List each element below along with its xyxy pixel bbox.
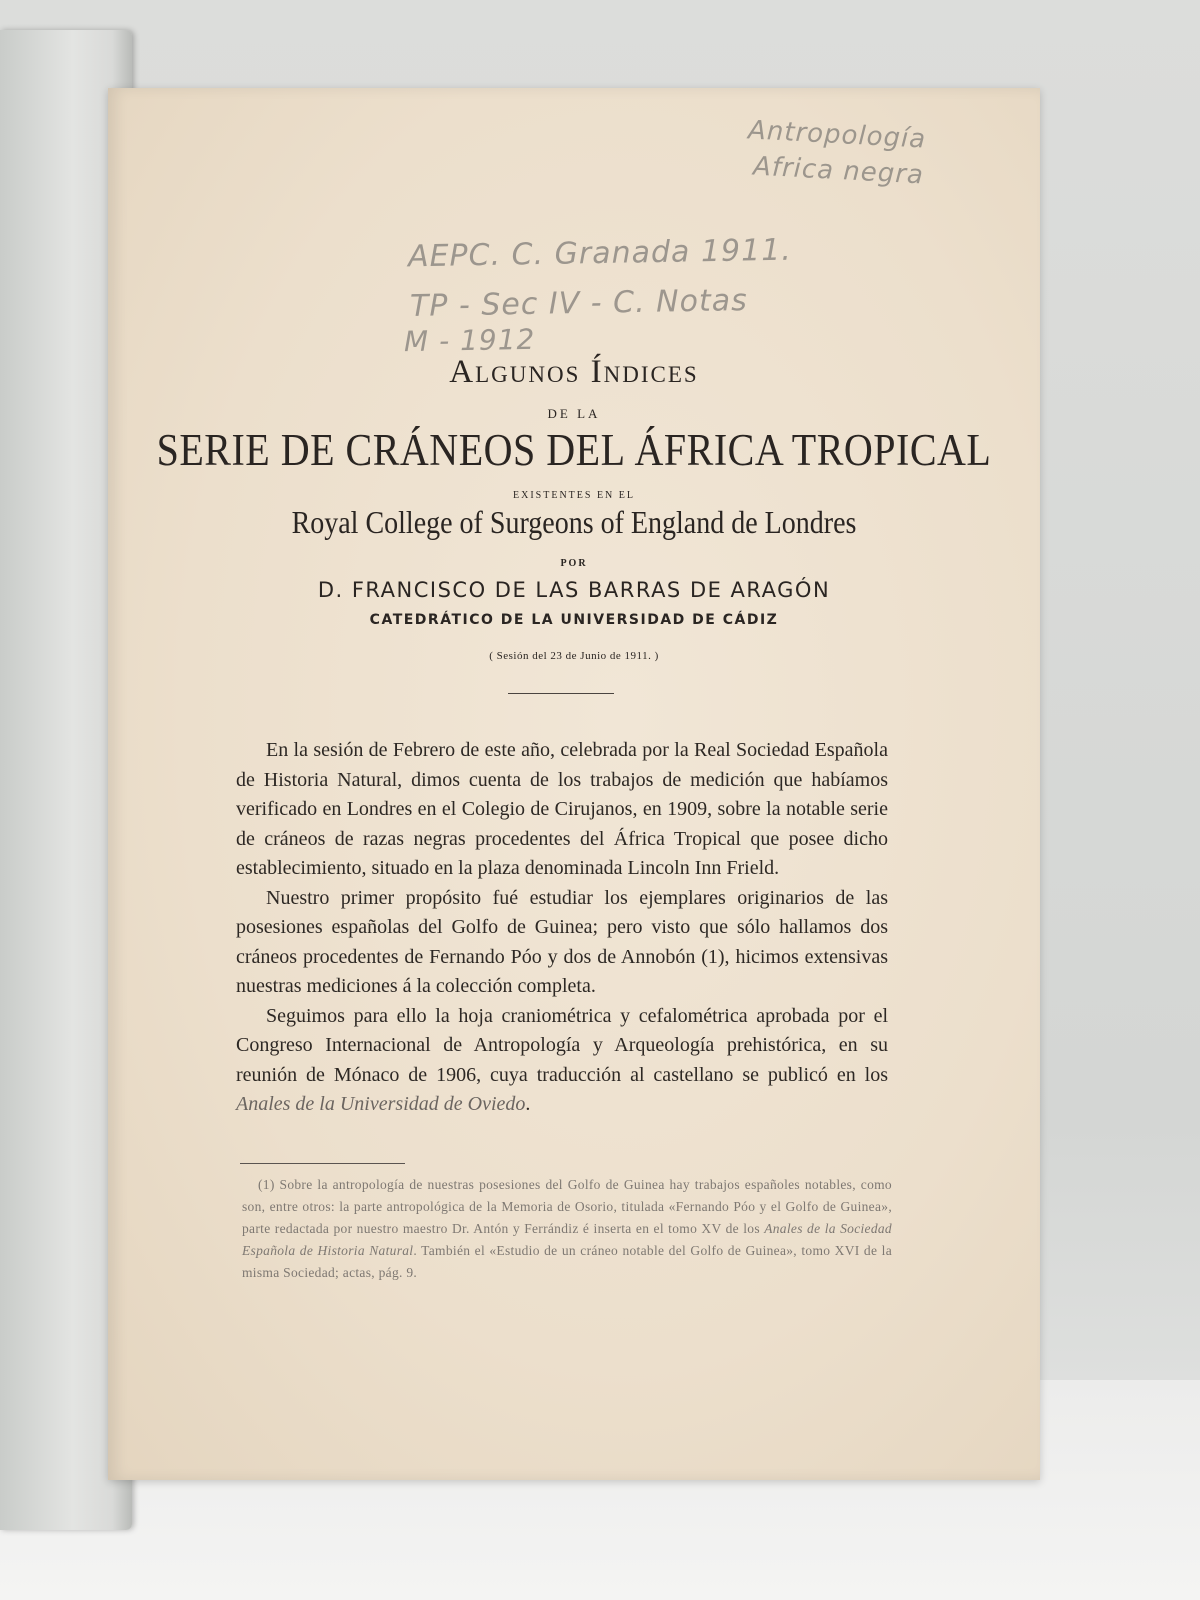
footnote-part1: (1) Sobre la antropología de nuestras posesiones del Golfo de Guinea hay trabajos españoles notables, como son, entre otros: la parte antropológica de la Memoria de Osorio, titulada «Fernando Póo y el Golfo de Guinea», parte redactada por nuestro maestro Dr. Antón y Ferrándiz é inserta en el tomo XV de los [242, 1177, 892, 1236]
pencil-note-catalog-line3: M - 1912 [403, 322, 536, 359]
pencil-note-catalog-line1: AEPC. C. Granada 1911. [407, 232, 793, 275]
document-page [108, 88, 1040, 1480]
footnote-divider [240, 1163, 405, 1164]
footnote [242, 1174, 892, 1284]
footnote-journal: Anales de la Sociedad Española de Historia Natural [242, 1221, 892, 1258]
pencil-note-catalog-line2: TP - Sec IV - C. Notas [409, 283, 748, 324]
footnote-part2: . También el «Estudio de un cráneo notable del Golfo de Guinea», tomo XVI de la misma Sociedad; actas, pág. 9. [242, 1243, 892, 1280]
paragraph-end: . [525, 1093, 531, 1115]
title-line-4: EXISTENTES EN EL [513, 490, 635, 501]
title-por: POR [560, 558, 588, 569]
paragraph: Nuestro primer propósito fué estudiar los ejemplares originarios de las posesiones españolas del Golfo de Guinea; pero visto que sólo hallamos dos cráneos procedentes de Fernando Póo y dos de Annobón (1), hicimos extensivas nuestras mediciones á la colección completa. [236, 886, 888, 997]
journal-title: Anales de la Universidad de Oviedo [236, 1093, 526, 1115]
title-main: SERIE DE CRÁNEOS DEL ÁFRICA TROPICAL [156, 423, 992, 476]
pencil-note-topic-line2: Africa negra [752, 151, 925, 191]
author-affiliation: CATEDRÁTICO DE LA UNIVERSIDAD DE CÁDIZ [369, 612, 779, 628]
paragraph [236, 1002, 888, 1120]
paragraph-text: Seguimos para ello la hoja craniométrica y cefalométrica aprobada por el Congreso Internacional de Antropología y Arqueología prehistórica, en su reunión de Mónaco de 1906, cuya traducción al castellano se publicó en los [236, 1004, 888, 1086]
pencil-note-topic-line1: Antropología [747, 115, 927, 155]
title-divider [508, 693, 614, 694]
footnote-text [242, 1174, 892, 1284]
session-date: ( Sesión del 23 de Junio de 1911. ) [489, 650, 659, 662]
author-name: D. FRANCISCO DE LAS BARRAS DE ARAGÓN [317, 578, 831, 602]
paragraph: En la sesión de Febrero de este año, celebrada por la Real Sociedad Española de Historia Natural, dimos cuenta de los trabajos de medición que habíamos verificado en Londres en el Colegio de Cirujanos, en 1909, sobre la notable serie de cráneos de razas negras procedentes del África Tropical que posee dicho establecimiento, situado en la plaza denominada Lincoln Inn Frield. [236, 739, 888, 879]
title-institution: Royal College of Surgeons of England de Londres [291, 505, 857, 542]
body-text [236, 736, 888, 1120]
title-line-1: Algunos Índices [449, 354, 699, 390]
title-line-2: DE LA [547, 406, 601, 421]
